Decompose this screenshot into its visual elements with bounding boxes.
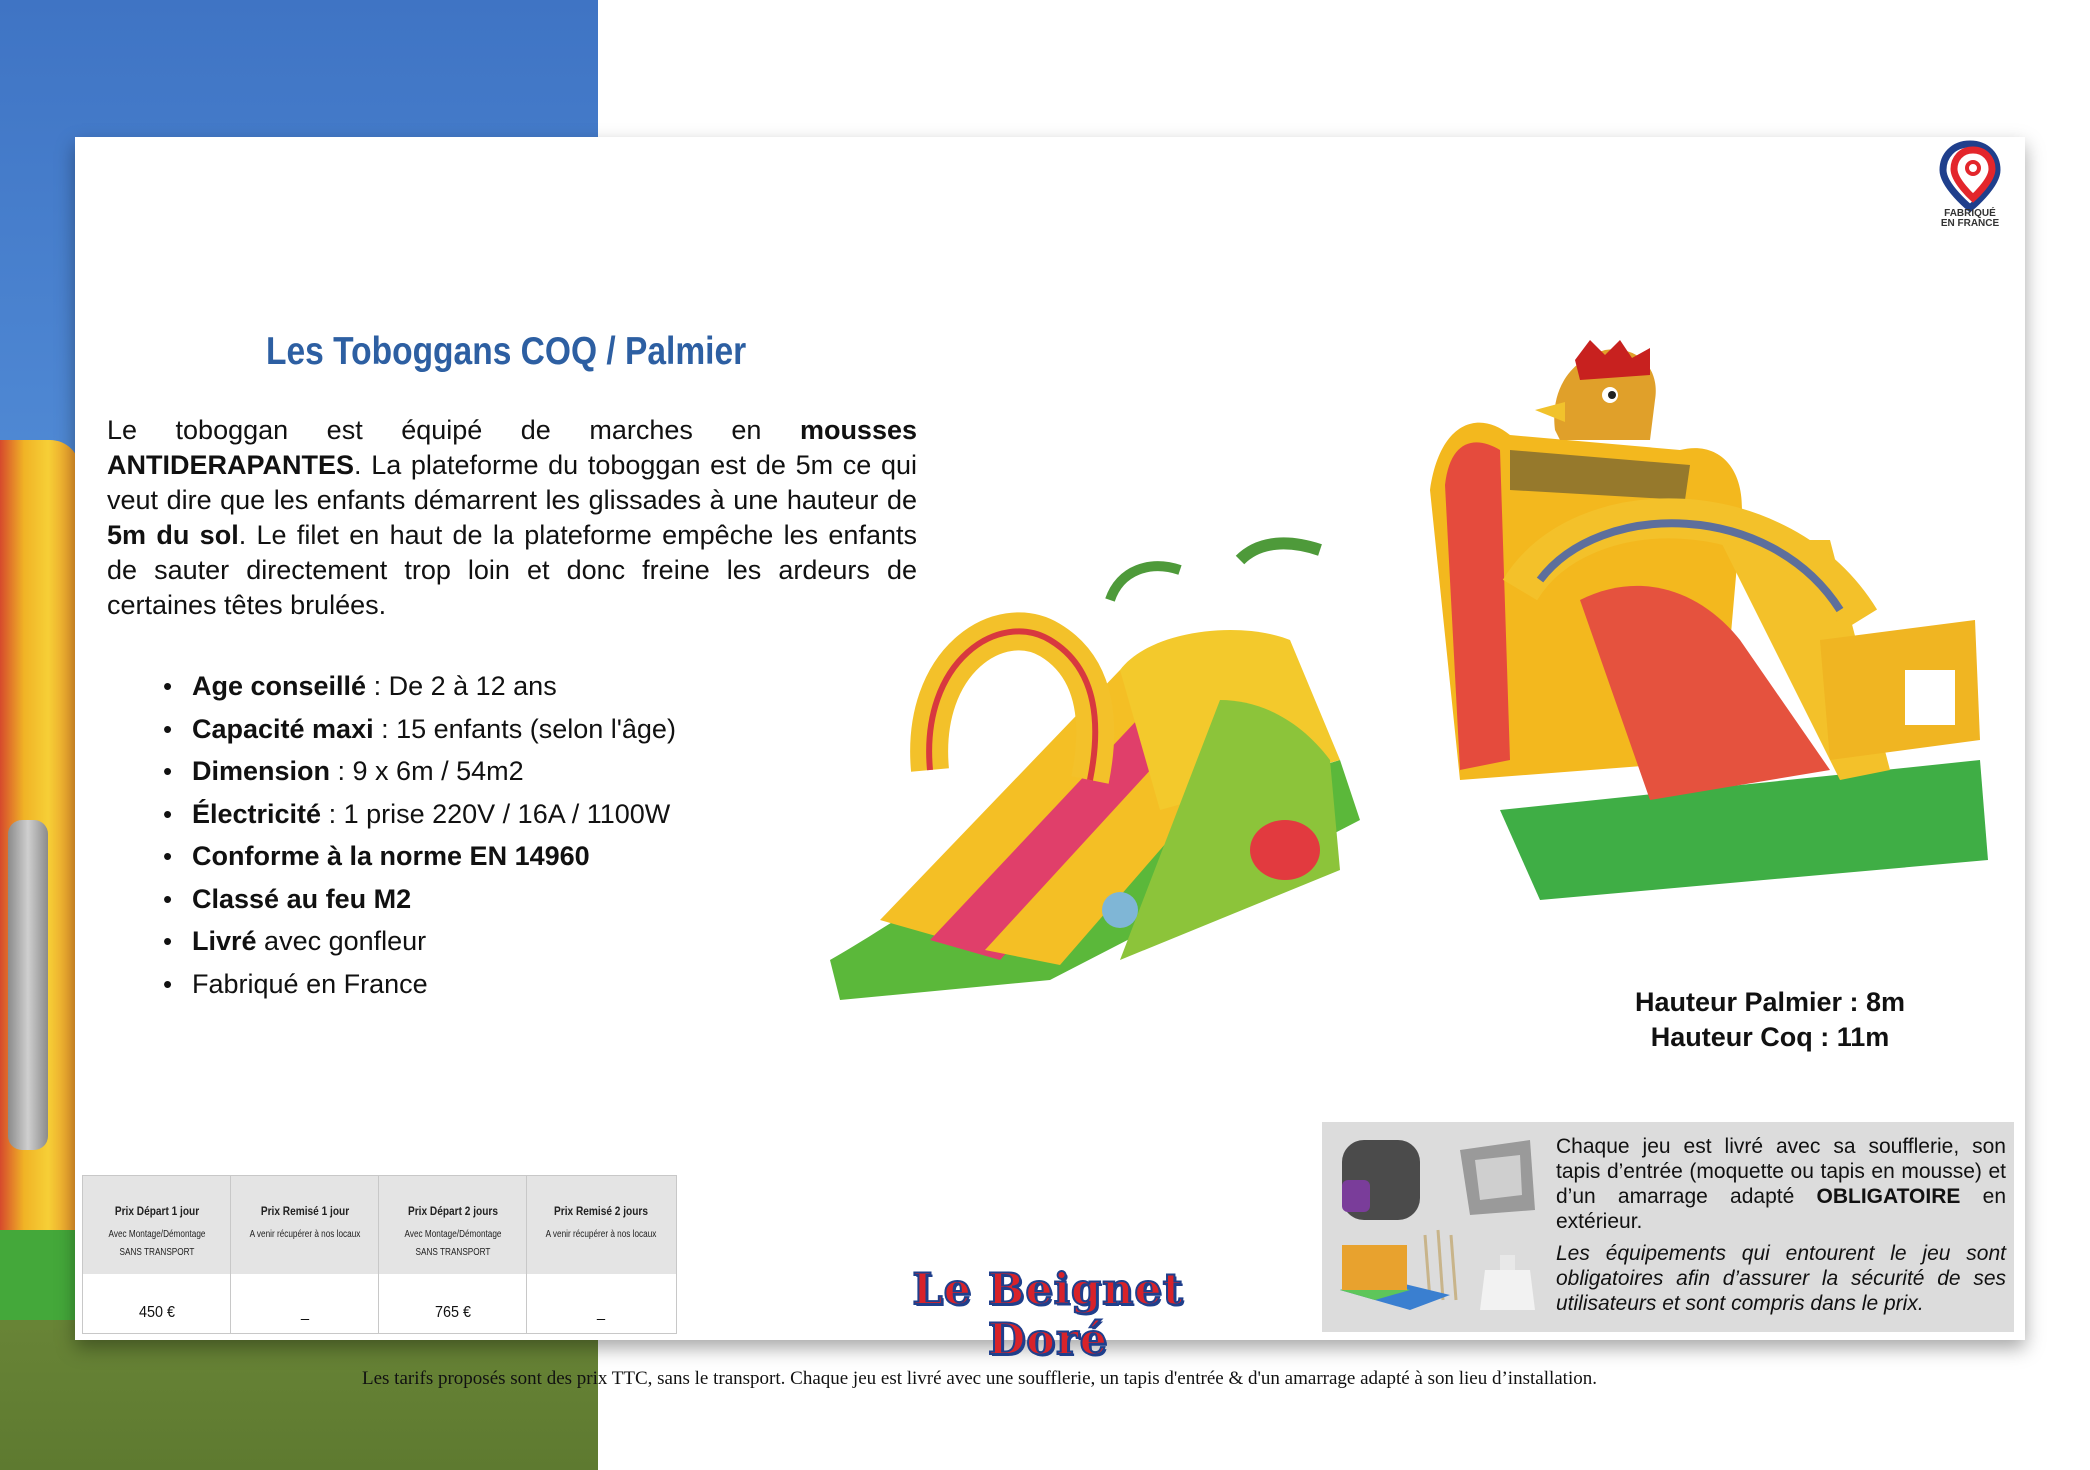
castle-base [0,1230,80,1320]
price-sub-line: SANS TRANSPORT [415,1247,491,1258]
spec-item [160,920,676,963]
price-value: _ [596,1304,606,1321]
blower-icon [1342,1140,1420,1220]
height-coq: Hauteur Coq : 11m [1650,1022,1890,1052]
spec-label: Age conseillé [192,671,367,701]
stakes-icon [1425,1230,1456,1300]
spec-item [160,793,676,836]
price-column-subtitle [392,1226,513,1262]
intro-text-2: . La plateforme du toboggan est de 5m ce qui veut dire que les enfants démarrent les glissades à une hauteur de [107,450,917,515]
tarp-icon [1460,1140,1535,1215]
spec-value: : De 2 à 12 ans [366,671,557,701]
heights-caption [1560,985,1980,1055]
height-palmier: Hauteur Palmier : 8m [1634,987,1906,1017]
equipment-text-1 [1556,1134,2006,1234]
price-column [527,1176,675,1333]
price-column [231,1176,379,1333]
price-column-title: Prix Départ 1 jour [114,1206,200,1218]
background-inflatable-castle [0,440,80,1320]
equipment-text-1-part-c: en extérieur. [1556,1185,2006,1233]
logo-line2: EN FRANCE [1940,218,2000,229]
spec-value: avec gonfleur [256,926,427,956]
specs-list [160,665,676,1005]
price-sub-line: SANS TRANSPORT [119,1247,195,1258]
spec-item [160,963,676,1006]
price-value: 765 € [434,1304,472,1321]
spec-value: : 9 x 6m / 54m2 [330,756,524,786]
price-sub-line: A venir récupérer à nos locaux [545,1229,657,1240]
fabrique-en-france-label [1932,209,2008,229]
spec-item [160,665,676,708]
price-column-title: Prix Remisé 2 jours [554,1206,648,1218]
castle-pillar [8,820,48,1150]
price-value: 450 € [138,1304,176,1321]
spec-label: Dimension [192,756,331,786]
price-column [379,1176,527,1333]
price-table [82,1175,677,1334]
spec-label: Conforme à la norme EN 14960 [192,841,590,871]
equipment-text-1-bold: OBLIGATOIRE [1816,1185,1961,1208]
price-value: _ [300,1304,310,1321]
inflatable-slide-photo [820,340,1990,1040]
intro-bold-2: 5m du sol [107,520,239,550]
spec-item [160,750,676,793]
weight-icon [1480,1255,1535,1310]
footer-note: Les tarifs proposés sont des prix TTC, sans le transport. Chaque jeu est livré avec une soufflerie, un tapis d'entrée & d'un amarrage adapté à son lieu d’installation. [362,1368,1597,1389]
spec-label: Électricité [192,798,322,829]
spec-value: Fabriqué en France [192,968,428,999]
spec-item [160,835,676,878]
price-column-subtitle [96,1226,217,1262]
spec-label: Livré [192,926,257,956]
spec-value: : 15 enfants (selon l'âge) [373,713,676,744]
intro-bold-1: mousses ANTIDERAPANTES [107,415,917,480]
equipment-text-2: Les équipements qui entourent le jeu sont obligatoires afin d’assurer la sécurité de ses utilisateurs et sont compris dans le prix. [1556,1242,2006,1315]
price-column-subtitle [540,1226,661,1244]
entry-mat-icon [1340,1245,1450,1310]
spec-label: Capacité maxi [192,713,374,744]
price-column [83,1176,231,1333]
equipment-images [1330,1130,1545,1325]
logo-line1: FABRIQUÉ [1944,208,1996,219]
price-column-subtitle [244,1226,365,1244]
intro-text-3: . Le filet en haut de la plateforme empêche les enfants de sauter directement trop loin et donc freine les ardeurs de certaines têtes brulées. [107,520,917,620]
spec-label: Classé au feu M2 [192,883,412,914]
equipment-box [1322,1122,2014,1332]
price-column-title: Prix Départ 2 jours [407,1206,498,1218]
spec-value: : 1 prise 220V / 16A / 1100W [321,798,671,829]
intro-paragraph [107,413,917,623]
price-sub-line: Avec Montage/Démontage [404,1229,502,1240]
spec-item [160,708,676,751]
page-title: Les Toboggans COQ / Palmier [266,330,747,373]
price-column-title: Prix Remisé 1 jour [260,1206,350,1218]
brand-logo-text: Le Beignet Doré [912,1265,1184,1365]
spec-item [160,878,676,921]
price-sub-line: Avec Montage/Démontage [108,1229,206,1240]
intro-text-1: Le toboggan est équipé de marches en [107,415,800,445]
equipment-text-1-part-a: Chaque jeu est livré avec sa soufflerie, son tapis d’entrée (moquette ou tapis en mousse) et d’un amarrage adapté [1556,1135,2006,1208]
price-sub-line: A venir récupérer à nos locaux [249,1229,361,1240]
